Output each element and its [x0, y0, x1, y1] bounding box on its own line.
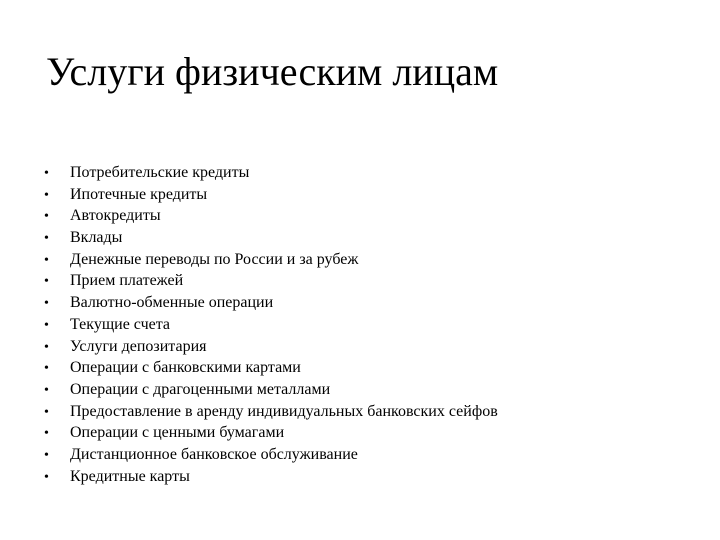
list-item [44, 270, 498, 292]
bullet-icon: • [44, 252, 49, 268]
bullet-icon: • [44, 187, 49, 203]
list-item-label: Ипотечные кредиты [70, 185, 208, 203]
list-item-label: Кредитные карты [70, 467, 190, 485]
slide-title: Услуги физическим лицам [46, 49, 499, 94]
bullet-icon: • [44, 339, 49, 355]
bullet-icon: • [44, 166, 49, 181]
bullet-icon: • [44, 361, 49, 377]
list-item [44, 336, 498, 358]
list-item [44, 379, 498, 401]
list-item-label: Валютно-обменные операции [70, 294, 274, 312]
list-item-label: Услуги депозитария [70, 337, 207, 355]
list-item [44, 401, 498, 423]
list-item [44, 184, 498, 206]
bullet-icon: • [44, 404, 49, 420]
list-item-label: Операции с драгоценными металлами [70, 380, 331, 398]
list-item-label: Вклады [70, 229, 123, 247]
list-item-label: Потребительские кредиты [70, 164, 250, 181]
bullet-icon: • [44, 426, 49, 442]
list-item [44, 292, 498, 314]
list-item-label: Текущие счета [70, 315, 171, 333]
bullet-icon: • [44, 469, 49, 485]
list-item-label: Дистанционное банковское обслуживание [70, 445, 358, 463]
bullet-icon: • [44, 296, 49, 312]
services-list [44, 162, 498, 487]
bullet-icon: • [44, 209, 49, 225]
list-item [44, 205, 498, 227]
list-item-label: Предоставление в аренду индивидуальных банковских сейфов [70, 402, 498, 420]
list-item-label: Автокредиты [70, 207, 161, 225]
bullet-icon: • [44, 382, 49, 398]
list-item [44, 422, 498, 444]
list-item [44, 314, 498, 336]
list-item-label: Денежные переводы по России и за рубеж [70, 250, 359, 268]
list-item [44, 249, 498, 271]
list-item [44, 444, 498, 466]
list-item [44, 357, 498, 379]
list-item [44, 227, 498, 249]
bullet-icon: • [44, 274, 49, 290]
list-item-label: Операции с ценными бумагами [70, 424, 285, 442]
list-item [44, 466, 498, 488]
bullet-icon: • [44, 447, 49, 463]
list-item-label: Операции с банковскими картами [70, 359, 301, 377]
bullet-icon: • [44, 317, 49, 333]
bullet-icon: • [44, 231, 49, 247]
list-item-label: Прием платежей [70, 272, 184, 290]
list-item [44, 162, 498, 184]
